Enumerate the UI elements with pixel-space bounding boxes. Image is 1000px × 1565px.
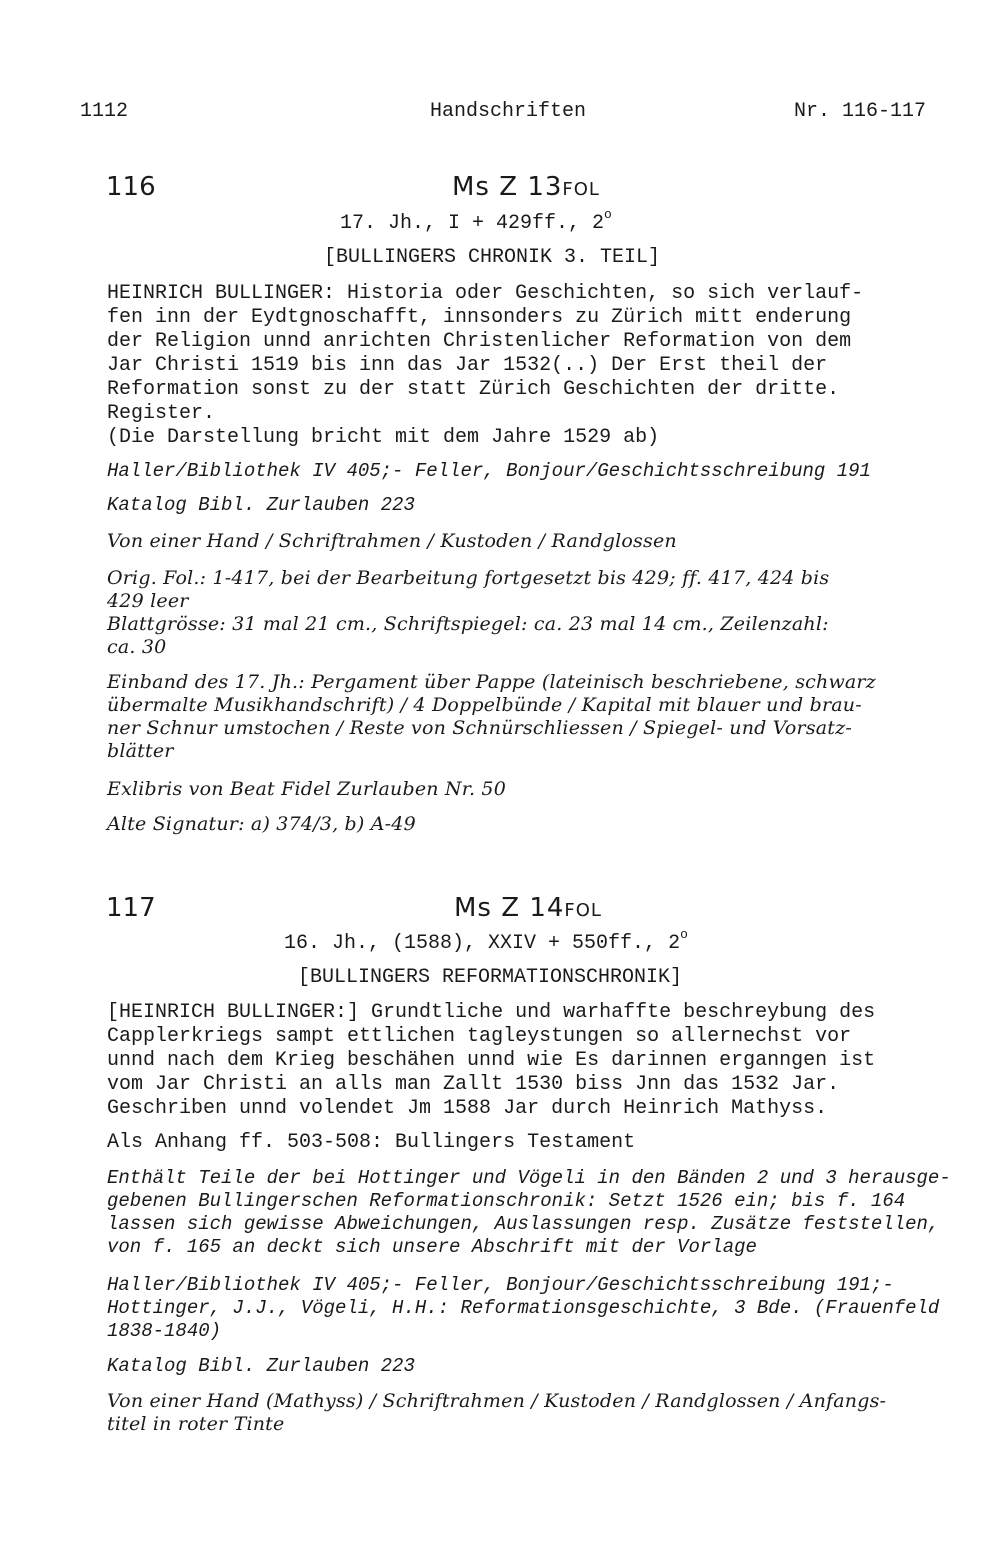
description-line: [HEINRICH BULLINGER:] Grundtliche und warhaffte beschreybung des: [107, 1001, 876, 1024]
content-line: gebenen Bullingerschen Reformationschronik: Setzt 1526 ein; bis f. 164: [107, 1190, 906, 1212]
dimensions-line: ca. 30: [107, 636, 167, 658]
entry-number: 116: [106, 172, 156, 202]
page-number: 1112: [80, 100, 129, 123]
literature: Haller/Bibliothek IV 405;- Feller, Bonjour/Geschichtsschreibung 191: [107, 460, 871, 482]
work-title: [BULLINGERS REFORMATIONSCHRONIK]: [298, 966, 683, 989]
description-line: Geschriben unnd volendet Jm 1588 Jar durch Heinrich Mathyss.: [107, 1097, 828, 1120]
literature-line: Haller/Bibliothek IV 405;- Feller, Bonjour/Geschichtsschreibung 191;-: [107, 1274, 894, 1296]
description-line: unnd nach dem Krieg beschähen unnd wie Es darinnen erganngen ist: [107, 1049, 876, 1072]
description-line: vom Jar Christi an alls man Zallt 1530 biss Jnn das 1532 Jar.: [107, 1073, 840, 1096]
format-superscript: o: [604, 207, 612, 222]
shelfmark-format: FOL: [564, 900, 602, 921]
entry-number: 117: [106, 893, 156, 923]
content-line: Enthält Teile der bei Hottinger und Vögeli in den Bänden 2 und 3 herausge-: [107, 1167, 951, 1189]
foliation-line: 429 leer: [107, 590, 189, 612]
hand-description: Von einer Hand / Schriftrahmen / Kustoden / Randglossen: [107, 530, 677, 552]
dating-text: 16. Jh., (1588), XXIV + 550ff., 2: [284, 932, 681, 955]
catalog-reference: Katalog Bibl. Zurlauben 223: [107, 1355, 415, 1377]
dimensions: [107, 613, 829, 659]
description-line: HEINRICH BULLINGER: Historia oder Geschichten, so sich verlauf-: [107, 282, 864, 305]
hand-line: Von einer Hand (Mathyss) / Schriftrahmen / Kustoden / Randglossen / Anfangs-: [107, 1390, 887, 1412]
content-note: [107, 1167, 951, 1259]
content-line: lassen sich gewisse Abweichungen, Auslassungen resp. Zusätze feststellen,: [107, 1213, 940, 1235]
foliation: [107, 567, 829, 613]
binding-line: Einband des 17. Jh.: Pergament über Pappe (lateinisch beschriebene, schwarz: [107, 671, 876, 693]
shelfmark-main: Ms Z 14: [454, 893, 565, 923]
description-line: der Religion unnd anrichten Christenlicher Reformation von dem: [107, 330, 852, 353]
running-title: Handschriften: [430, 100, 587, 123]
exlibris: Exlibris von Beat Fidel Zurlauben Nr. 50: [107, 778, 507, 800]
dating-text: 17. Jh., I + 429ff., 2: [340, 212, 605, 235]
dimensions-line: Blattgrösse: 31 mal 21 cm., Schriftspiegel: ca. 23 mal 14 cm., Zeilenzahl:: [107, 613, 829, 635]
old-signature: Alte Signatur: a) 374/3, b) A-49: [107, 813, 416, 835]
hand-line: titel in roter Tinte: [107, 1413, 285, 1435]
entry-range: Nr. 116-117: [794, 100, 927, 123]
format-superscript: o: [680, 927, 688, 942]
shelfmark-main: Ms Z 13: [452, 172, 563, 202]
description-line: Capplerkriegs sampt ettlichen tagleystungen so allernechst vor: [107, 1025, 852, 1048]
shelfmark-format: FOL: [562, 179, 600, 200]
description-line: Register.: [107, 402, 216, 425]
description-line: fen inn der Eydtgnoschafft, innsonders zu Zürich mitt enderung: [107, 306, 852, 329]
binding-line: ner Schnur umstochen / Reste von Schnürschliessen / Spiegel- und Vorsatz-: [107, 717, 852, 739]
content-note: (Die Darstellung bricht mit dem Jahre 1529 ab): [107, 426, 660, 449]
hand-description: [107, 1390, 886, 1436]
literature: [107, 1274, 939, 1343]
literature-line: Hottinger, J.J., Vögeli, H.H.: Reformationsgeschichte, 3 Bde. (Frauenfeld: [107, 1297, 940, 1319]
dating-extent: [340, 207, 612, 236]
binding: [107, 671, 876, 763]
binding-line: übermalte Musikhandschrift) / 4 Doppelbünde / Kapital mit blauer und brau-: [107, 694, 862, 716]
work-title: [BULLINGERS CHRONIK 3. TEIL]: [324, 246, 661, 269]
description-line: Reformation sonst zu der statt Zürich Geschichten der dritte.: [107, 378, 840, 401]
foliation-line: Orig. Fol.: 1-417, bei der Bearbeitung fortgesetzt bis 429; ff. 417, 424 bis: [107, 567, 830, 589]
dating-extent: [284, 927, 688, 956]
shelfmark: [452, 172, 600, 205]
shelfmark: [454, 893, 602, 926]
literature-line: 1838-1840): [107, 1320, 222, 1342]
description: [107, 282, 863, 426]
appendix-note: Als Anhang ff. 503-508: Bullingers Testament: [107, 1131, 636, 1154]
content-line: von f. 165 an deckt sich unsere Abschrift mit der Vorlage: [107, 1236, 757, 1258]
catalog-reference: Katalog Bibl. Zurlauben 223: [107, 494, 415, 516]
description: [107, 1001, 875, 1121]
description-line: Jar Christi 1519 bis inn das Jar 1532(..) Der Erst theil der: [107, 354, 828, 377]
binding-line: blätter: [107, 740, 174, 762]
